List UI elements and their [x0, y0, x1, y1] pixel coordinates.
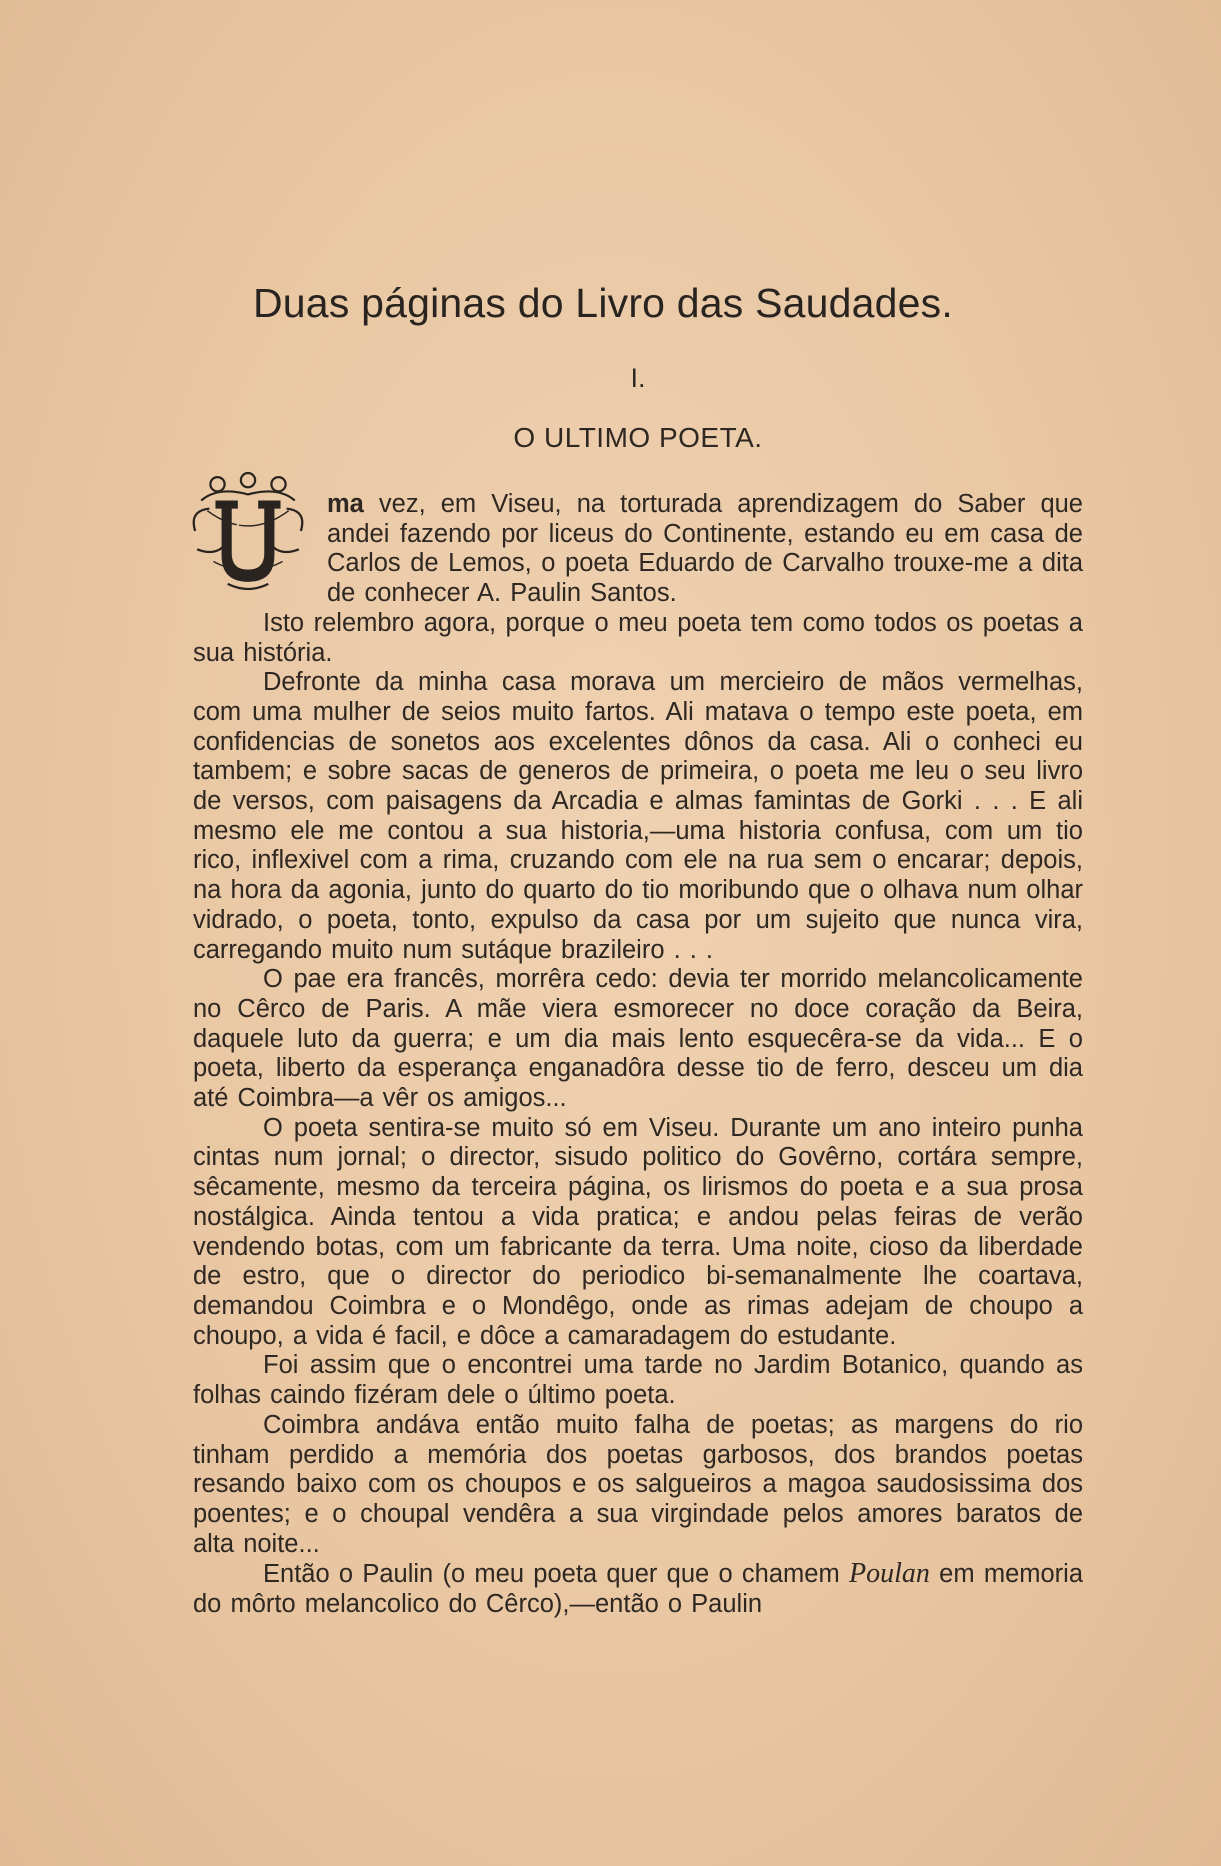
lead-word: ma	[327, 490, 364, 518]
paragraph: O poeta sentira-se muito só em Viseu. Durante um ano inteiro punha cintas num jornal; o director, sisudo politico do Govêrno, cortára sempre, sêcamente, mesmo da terceira página, os lirismos do poeta e a sua prosa nostálgica. Ainda tentou a vida pratica; e andou pelas feiras de verão vendendo botas, com um fabricante da terra. Uma noite, cioso da liberdade de estro, que o director do periodico bi-semanalmente lhe coartava, demandou Coimbra e o Mondêgo, onde as rimas adejam de choupo a choupo, a vida é facil, e dôce a camaradagem do estudante.	[193, 1113, 1083, 1350]
section-title: O ULTIMO POETA.	[513, 422, 763, 453]
paragraph: Foi assim que o encontrei uma tarde no Jardim Botanico, quando as folhas caindo fizéram dele o último poeta.	[193, 1351, 1083, 1410]
paragraph: Então o Paulin (o meu poeta quer que o chamem Poulan em memoria do môrto melancolico do Cêrco),—então o Paulin	[193, 1558, 1084, 1619]
italic-name: Poulan	[848, 1558, 930, 1590]
paragraph: Defronte da minha casa morava um mercieiro de mãos vermelhas, com uma mulher de seios muito fartos. Ali matava o tempo este poeta, em confidencias de sonetos aos excelentes dônos da casa. Ali o conheci eu tambem; e sobre sacas de generos de primeira, o poeta me leu o seu livro de versos, com paisagens da Arcadia e almas famintas de Gorki . . . E ali mesmo ele me contou a sua historia,—uma historia confusa, com um tio rico, inflexivel com a rima, cruzando com ele na rua sem o encarar; depois, na hora da agonia, junto do quarto do tio moribundo que o olhava num olhar vidrado, o poeta, tonto, expulso da casa por um sujeito que nunca vira, carregando muito num sutáque brazileiro . . .	[193, 668, 1083, 964]
paragraph: O pae era francês, morrêra cedo: devia ter morrido melancolicamente no Cêrco de Paris. A mãe viera esmorecer no doce coração da Beira, daquele luto da guerra; e um dia mais lento esquecêra-se da vida... E o poeta, liberto da esperança enganadôra desse tio de ferro, desceu um dia até Coimbra—a vêr os amigos...	[193, 965, 1083, 1113]
paragraph: ma vez, em Viseu, na torturada aprendizagem do Saber que andei fazendo por liceus do Continente, estando eu em casa de Carlos de Lemos, o poeta Eduardo de Carvalho trouxe-me a dita de conhecer A. Paulin Santos.	[193, 490, 1083, 609]
body-text	[193, 490, 1083, 1620]
paragraph: Coimbra andáva então muito falha de poetas; as margens do rio tinham perdido a memória dos poetas garbosos, dos brandos poetas resando baixo com os choupos e os salgueiros a magoa saudosissima dos poentes; e o choupal vendêra a sua virgindade pelos amores baratos de alta noite...	[193, 1410, 1083, 1558]
chapter-numeral: I.	[630, 363, 646, 393]
page	[193, 0, 1083, 1866]
ornamental-dropcap-icon	[187, 470, 309, 592]
page-title: Duas páginas do Livro das Saudades.	[253, 280, 953, 326]
paragraph: Isto relembro agora, porque o meu poeta tem como todos os poetas a sua história.	[193, 608, 1083, 667]
